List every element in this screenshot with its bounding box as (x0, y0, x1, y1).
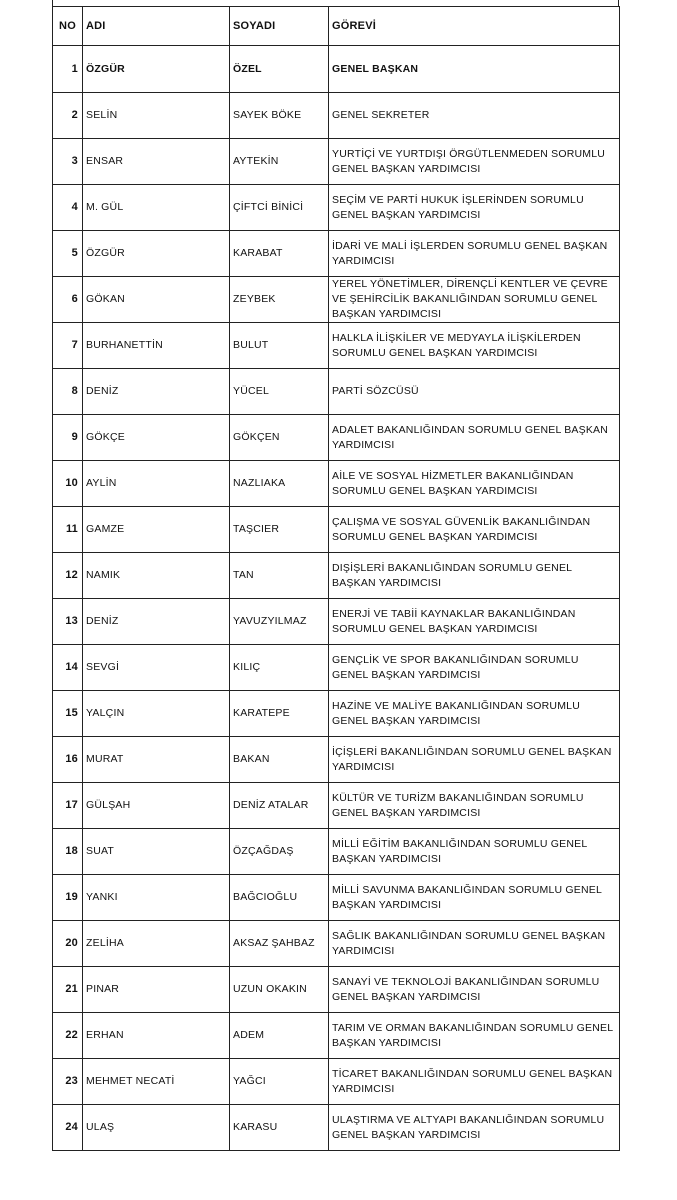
table-row (53, 93, 620, 139)
party-board-table (52, 6, 620, 1151)
cell-soyadi: ÇİFTCİ BİNİCİ (230, 185, 329, 231)
table-row (53, 323, 620, 369)
cell-soyadi: KARASU (230, 1105, 329, 1151)
cell-no: 13 (53, 599, 83, 645)
header-row (53, 7, 620, 46)
cell-soyadi: ADEM (230, 1013, 329, 1059)
cell-soyadi: ZEYBEK (230, 277, 329, 323)
cell-adi: ULAŞ (83, 1105, 230, 1151)
cell-gorevi: ULAŞTIRMA VE ALTYAPI BAKANLIĞINDAN SORUMLU GENEL BAŞKAN YARDIMCISI (329, 1105, 620, 1151)
cell-soyadi: BAKAN (230, 737, 329, 783)
cell-gorevi: AİLE VE SOSYAL HİZMETLER BAKANLIĞINDAN SORUMLU GENEL BAŞKAN YARDIMCISI (329, 461, 620, 507)
header-no: NO (53, 7, 83, 46)
cell-no: 15 (53, 691, 83, 737)
cell-adi: ÖZGÜR (83, 46, 230, 93)
cell-soyadi: SAYEK BÖKE (230, 93, 329, 139)
cell-no: 24 (53, 1105, 83, 1151)
cell-no: 17 (53, 783, 83, 829)
cell-adi: M. GÜL (83, 185, 230, 231)
cell-soyadi: YAĞCI (230, 1059, 329, 1105)
cell-no: 6 (53, 277, 83, 323)
table-row (53, 967, 620, 1013)
cell-no: 22 (53, 1013, 83, 1059)
cell-adi: GÜLŞAH (83, 783, 230, 829)
cell-soyadi: YÜCEL (230, 369, 329, 415)
table-row (53, 46, 620, 93)
table-row (53, 921, 620, 967)
table-row (53, 139, 620, 185)
cell-no: 5 (53, 231, 83, 277)
cell-adi: SUAT (83, 829, 230, 875)
cell-gorevi: ADALET BAKANLIĞINDAN SORUMLU GENEL BAŞKAN YARDIMCISI (329, 415, 620, 461)
cell-no: 8 (53, 369, 83, 415)
cell-adi: ZELİHA (83, 921, 230, 967)
cell-soyadi: ÖZÇAĞDAŞ (230, 829, 329, 875)
table-row (53, 461, 620, 507)
cell-gorevi: YEREL YÖNETİMLER, DİRENÇLİ KENTLER VE ÇEVRE VE ŞEHİRCİLİK BAKANLIĞINDAN SORUMLU GENEL BAŞKAN YARDIMCISI (329, 277, 620, 323)
cell-gorevi: GENEL SEKRETER (329, 93, 620, 139)
cell-adi: SEVGİ (83, 645, 230, 691)
header-adi: ADI (83, 7, 230, 46)
cell-soyadi: BAĞCIOĞLU (230, 875, 329, 921)
cell-gorevi: YURTİÇİ VE YURTDIŞI ÖRGÜTLENMEDEN SORUMLU GENEL BAŞKAN YARDIMCISI (329, 139, 620, 185)
cell-no: 2 (53, 93, 83, 139)
cell-gorevi: MİLLİ SAVUNMA BAKANLIĞINDAN SORUMLU GENEL BAŞKAN YARDIMCISI (329, 875, 620, 921)
cell-gorevi: MİLLİ EĞİTİM BAKANLIĞINDAN SORUMLU GENEL BAŞKAN YARDIMCISI (329, 829, 620, 875)
cell-soyadi: AYTEKİN (230, 139, 329, 185)
cell-no: 20 (53, 921, 83, 967)
cell-adi: DENİZ (83, 369, 230, 415)
cell-soyadi: TAŞCIER (230, 507, 329, 553)
cell-adi: YANKI (83, 875, 230, 921)
cell-soyadi: KARATEPE (230, 691, 329, 737)
cell-no: 21 (53, 967, 83, 1013)
cell-adi: GAMZE (83, 507, 230, 553)
cell-adi: DENİZ (83, 599, 230, 645)
cell-gorevi: TARIM VE ORMAN BAKANLIĞINDAN SORUMLU GENEL BAŞKAN YARDIMCISI (329, 1013, 620, 1059)
cell-soyadi: DENİZ ATALAR (230, 783, 329, 829)
cell-no: 12 (53, 553, 83, 599)
cell-soyadi: TAN (230, 553, 329, 599)
cell-adi: PINAR (83, 967, 230, 1013)
cell-soyadi: NAZLIAKA (230, 461, 329, 507)
table-row (53, 691, 620, 737)
cell-no: 4 (53, 185, 83, 231)
table-row (53, 185, 620, 231)
table-row (53, 277, 620, 323)
cell-gorevi: İDARİ VE MALİ İŞLERDEN SORUMLU GENEL BAŞKAN YARDIMCISI (329, 231, 620, 277)
cell-adi: NAMIK (83, 553, 230, 599)
cell-gorevi: GENEL BAŞKAN (329, 46, 620, 93)
cell-gorevi: HAZİNE VE MALİYE BAKANLIĞINDAN SORUMLU GENEL BAŞKAN YARDIMCISI (329, 691, 620, 737)
table-row (53, 783, 620, 829)
cell-soyadi: GÖKÇEN (230, 415, 329, 461)
cell-adi: ENSAR (83, 139, 230, 185)
cell-adi: GÖKAN (83, 277, 230, 323)
cell-no: 7 (53, 323, 83, 369)
table-row (53, 369, 620, 415)
cell-adi: BURHANETTİN (83, 323, 230, 369)
table-row (53, 1013, 620, 1059)
cell-adi: YALÇIN (83, 691, 230, 737)
cell-gorevi: KÜLTÜR VE TURİZM BAKANLIĞINDAN SORUMLU GENEL BAŞKAN YARDIMCISI (329, 783, 620, 829)
cell-no: 9 (53, 415, 83, 461)
cell-no: 23 (53, 1059, 83, 1105)
cell-gorevi: ENERJİ VE TABİİ KAYNAKLAR BAKANLIĞINDAN SORUMLU GENEL BAŞKAN YARDIMCISI (329, 599, 620, 645)
cell-no: 14 (53, 645, 83, 691)
cell-soyadi: YAVUZYILMAZ (230, 599, 329, 645)
table-row (53, 507, 620, 553)
cell-no: 1 (53, 46, 83, 93)
cell-adi: MEHMET NECATİ (83, 1059, 230, 1105)
cell-no: 10 (53, 461, 83, 507)
cell-adi: AYLİN (83, 461, 230, 507)
cell-soyadi: UZUN OKAKIN (230, 967, 329, 1013)
table-row (53, 875, 620, 921)
table-row (53, 599, 620, 645)
cell-adi: ÖZGÜR (83, 231, 230, 277)
cell-adi: ERHAN (83, 1013, 230, 1059)
table-row (53, 829, 620, 875)
cell-no: 16 (53, 737, 83, 783)
cell-soyadi: KARABAT (230, 231, 329, 277)
cell-gorevi: HALKLA İLİŞKİLER VE MEDYAYLA İLİŞKİLERDEN SORUMLU GENEL BAŞKAN YARDIMCISI (329, 323, 620, 369)
cell-gorevi: İÇİŞLERİ BAKANLIĞINDAN SORUMLU GENEL BAŞKAN YARDIMCISI (329, 737, 620, 783)
cell-soyadi: BULUT (230, 323, 329, 369)
cell-gorevi: DIŞİŞLERİ BAKANLIĞINDAN SORUMLU GENEL BAŞKAN YARDIMCISI (329, 553, 620, 599)
cell-gorevi: PARTİ SÖZCÜSÜ (329, 369, 620, 415)
table-row (53, 1059, 620, 1105)
table-row (53, 1105, 620, 1151)
cell-gorevi: ÇALIŞMA VE SOSYAL GÜVENLİK BAKANLIĞINDAN SORUMLU GENEL BAŞKAN YARDIMCISI (329, 507, 620, 553)
cell-adi: SELİN (83, 93, 230, 139)
table-row (53, 645, 620, 691)
cell-gorevi: SEÇİM VE PARTİ HUKUK İŞLERİNDEN SORUMLU GENEL BAŞKAN YARDIMCISI (329, 185, 620, 231)
table-row (53, 231, 620, 277)
table-row (53, 737, 620, 783)
cell-no: 3 (53, 139, 83, 185)
cell-adi: MURAT (83, 737, 230, 783)
cell-no: 11 (53, 507, 83, 553)
cell-soyadi: KILIÇ (230, 645, 329, 691)
table-row (53, 553, 620, 599)
header-soyadi: SOYADI (230, 7, 329, 46)
cell-no: 18 (53, 829, 83, 875)
cell-soyadi: AKSAZ ŞAHBAZ (230, 921, 329, 967)
header-gorevi: GÖREVİ (329, 7, 620, 46)
cell-soyadi: ÖZEL (230, 46, 329, 93)
cell-gorevi: TİCARET BAKANLIĞINDAN SORUMLU GENEL BAŞKAN YARDIMCISI (329, 1059, 620, 1105)
cell-gorevi: SANAYİ VE TEKNOLOJİ BAKANLIĞINDAN SORUMLU GENEL BAŞKAN YARDIMCISI (329, 967, 620, 1013)
cell-gorevi: SAĞLIK BAKANLIĞINDAN SORUMLU GENEL BAŞKAN YARDIMCISI (329, 921, 620, 967)
cell-gorevi: GENÇLİK VE SPOR BAKANLIĞINDAN SORUMLU GENEL BAŞKAN YARDIMCISI (329, 645, 620, 691)
cell-adi: GÖKÇE (83, 415, 230, 461)
table-row (53, 415, 620, 461)
cell-no: 19 (53, 875, 83, 921)
